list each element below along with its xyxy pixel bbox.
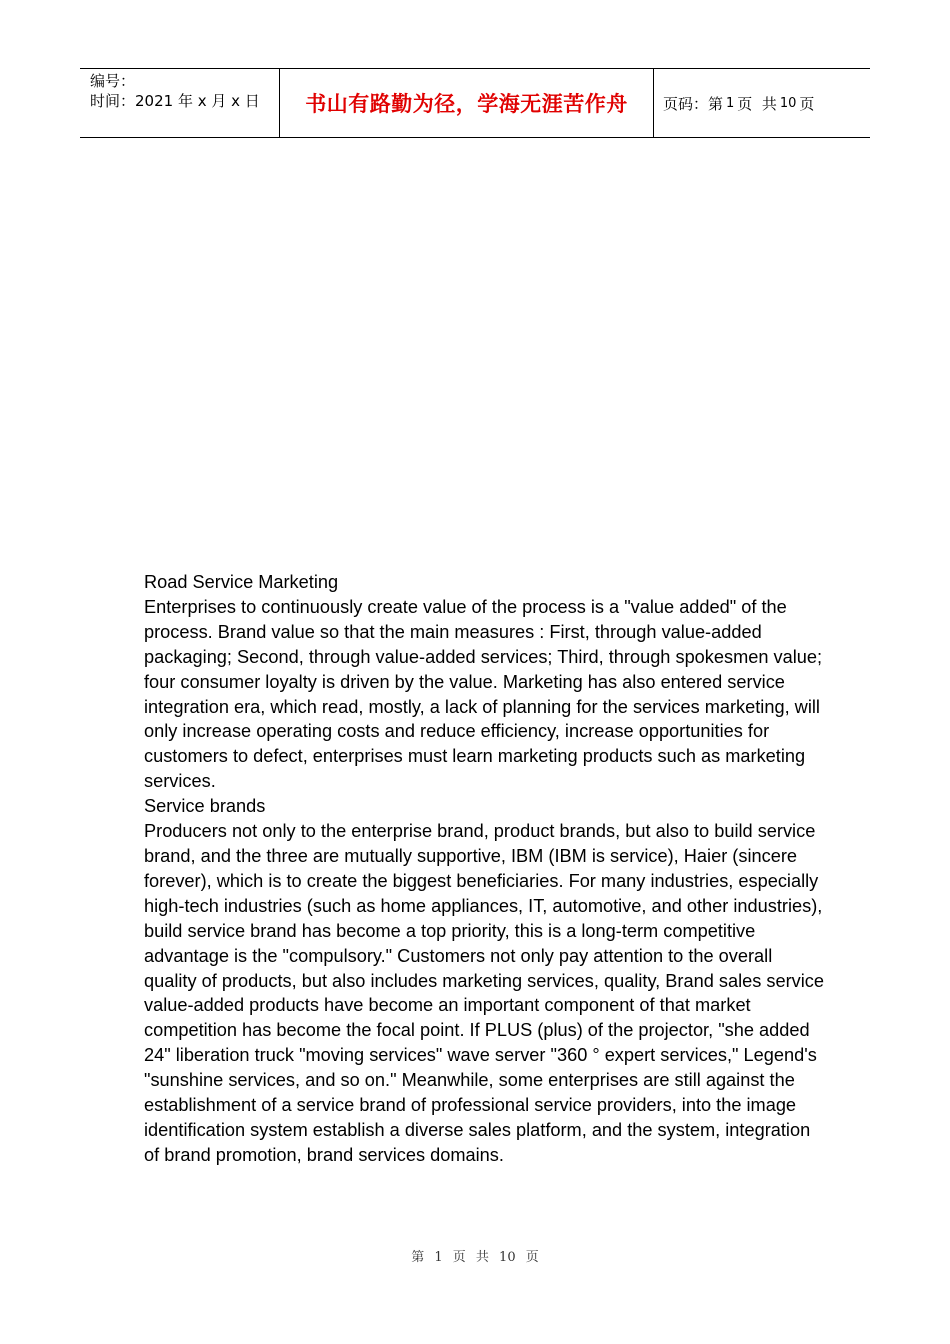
- motto-text: 书山有路勤为径，学海无涯苦作舟: [305, 91, 628, 116]
- paragraph-2: Producers not only to the enterprise brand, product brands, but also to build service brand, and the three are mutually supportive, IBM (IBM is service), Haier (sincere forever), which is to create the biggest beneficiaries. For many industries, especially high-tech industries (such as home appliances, IT, automotive, and other industries), build service brand has become a top priority, this is a long-term competitive advantage is the "compulsory." Customers not only pay attention to the overall quality of products, but also includes marketing services, quality, Brand sales service value-added products have become an important component of that market competition has become the focal point. If PLUS (plus) of the projector, "she added 24" liberation truck "moving services" wave server "360 ° expert services," Legend's "sunshine services, and so on." Meanwhile, some enterprises are still against the establishment of a service brand of professional service providers, into the image identification system establish a diverse sales platform, and the system, integration of brand promotion, brand services domains.: [144, 821, 824, 1165]
- document-body: [144, 570, 824, 1168]
- paragraph-1: Enterprises to continuously create value of the process is a "value added" of the process. Brand value so that the main measures : First, through value-added packaging; Second, through value-added services; Third, through spokesmen value; four consumer loyalty is driven by the value. Marketing has also entered service integration era, which read, mostly, a lack of planning for the services marketing, will only increase operating costs and reduce efficiency, increase opportunities for customers to defect, enterprises must learn marketing products such as marketing services.: [144, 596, 823, 792]
- page-current: 1: [726, 95, 735, 111]
- section-heading: Service brands: [144, 796, 266, 817]
- header-meta-cell: [80, 69, 280, 137]
- page-total: 10: [779, 95, 797, 111]
- page-footer: 第 1 页 共 10 页: [411, 1250, 539, 1265]
- document-title: Road Service Marketing: [144, 572, 339, 592]
- page-suffix: 页: [799, 94, 815, 113]
- page-prefix: 页码：第: [663, 94, 724, 113]
- header-page-cell: [654, 69, 870, 137]
- header-motto-cell: [280, 69, 654, 137]
- serial-label: 编号：: [90, 72, 136, 90]
- time-label: 时间：2021 年 x 月 x 日: [90, 92, 260, 110]
- page-mid: 页 共: [737, 94, 777, 113]
- header-table: [80, 68, 870, 138]
